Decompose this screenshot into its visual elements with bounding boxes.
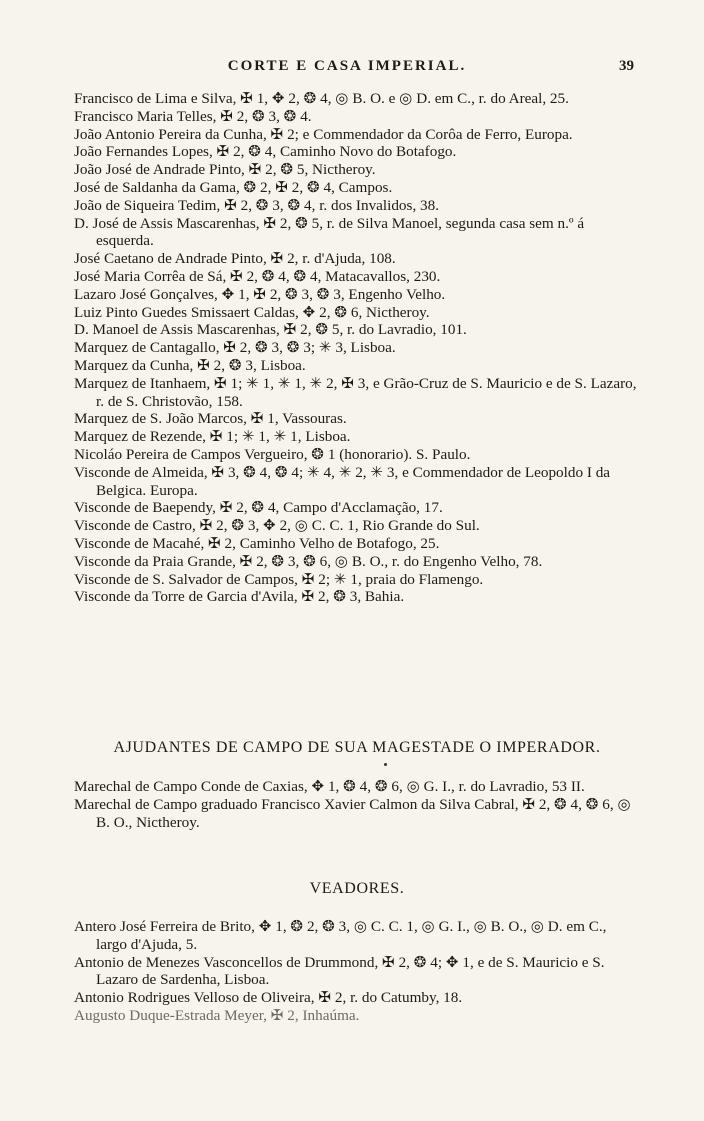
list-entry: Visconde de Almeida, ✠ 3, ❂ 4, ❂ 4; ✳ 4, ✳ 2, ✳ 3, e Commendador de Leopoldo I da Belgica. Europa. — [74, 463, 611, 499]
list-entry: Francisco de Lima e Silva, ✠ 1, ✥ 2, ❂ 4, ◎ B. O. e ◎ D. em C., r. do Areal, 25. — [74, 90, 569, 107]
list-entry: Marquez da Cunha, ✠ 2, ❂ 3, Lisboa. — [74, 356, 306, 374]
list-entry: Marquez de Cantagallo, ✠ 2, ❂ 3, ❂ 3; ✳ 3, Lisboa. — [74, 339, 396, 357]
list-entry: Marechal de Campo graduado Francisco Xavier Calmon da Silva Cabral, ✠ 2, ❂ 4, ❂ 6, ◎ B. O., Nictheroy. — [74, 795, 631, 831]
list-entry: José Caetano de Andrade Pinto, ✠ 2, r. d'Ajuda, 108. — [74, 250, 396, 268]
list-entry: Antero José Ferreira de Brito, ✥ 1, ❂ 2, ❂ 3, ◎ C. C. 1, ◎ G. I., ◎ B. O., ◎ D. em C., largo d'Ajuda, 5. — [74, 918, 607, 953]
list-entry: João José de Andrade Pinto, ✠ 2, ❂ 5, Nictheroy. — [74, 161, 376, 179]
section-heading-veadores: VEADORES. — [309, 880, 405, 897]
list-entry: Visconde de Macahé, ✠ 2, Caminho Velho de Botafogo, 25. — [74, 534, 440, 552]
list-entry: Marechal de Campo Conde de Caxias, ✥ 1, ❂ 4, ❂ 6, ◎ G. I., r. do Lavradio, 53 II. — [74, 778, 585, 795]
list-entry: Lazaro José Gonçalves, ✥ 1, ✠ 2, ❂ 3, ❂ 3, Engenho Velho. — [74, 285, 446, 303]
list-entry: Visconde de Baependy, ✠ 2, ❂ 4, Campo d'Acclamação, 17. — [74, 499, 443, 517]
page-header-title: CORTE E CASA IMPERIAL. — [227, 58, 467, 74]
list-entry: Antonio de Menezes Vasconcellos de Drummond, ✠ 2, ❂ 4; ✥ 1, e de S. Mauricio e S. Lazaro de Sardenha, Lisboa. — [74, 953, 605, 989]
list-entry: Marquez de Itanhaem, ✠ 1; ✳ 1, ✳ 1, ✳ 2, ✠ 3, e Grão-Cruz de S. Mauricio e de S. Lazaro, r. de S. Christovão, 158. — [74, 374, 637, 410]
list-entry: João Fernandes Lopes, ✠ 2, ❂ 4, Caminho Novo do Botafogo. — [74, 143, 457, 161]
list-entry: João de Siqueira Tedim, ✠ 2, ❂ 3, ❂ 4, r. dos Invalidos, 38. — [74, 196, 440, 214]
list-entry: D. José de Assis Mascarenhas, ✠ 2, ❂ 5, r. de Silva Manoel, segunda casa sem n.º á esquerda. — [74, 214, 585, 250]
list-entry: Antonio Rodrigues Velloso de Oliveira, ✠ 2, r. do Catumby, 18. — [74, 989, 463, 1007]
running-header — [80, 58, 634, 80]
list-entry: D. Manoel de Assis Mascarenhas, ✠ 2, ❂ 5, r. do Lavradio, 101. — [74, 321, 467, 339]
list-entry: Visconde da Torre de Garcia d'Avila, ✠ 2, ❂ 3, Bahia. — [74, 588, 405, 606]
entries-list-ajudantes — [74, 778, 640, 831]
list-entry: José Maria Corrêa de Sá, ✠ 2, ❂ 4, ❂ 4, Matacavallos, 230. — [74, 267, 441, 285]
entries-list-main — [74, 90, 640, 606]
entries-list-veadores — [74, 918, 640, 1025]
list-entry: José de Saldanha da Gama, ❂ 2, ✠ 2, ❂ 4, Campos. — [74, 178, 393, 196]
list-entry: João Antonio Pereira da Cunha, ✠ 2; e Commendador da Corôa de Ferro, Europa. — [74, 125, 573, 143]
section-heading-ajudantes: AJUDANTES DE CAMPO DE SUA MAGESTADE O IMPERADOR. — [113, 739, 601, 756]
list-entry: Marquez de S. João Marcos, ✠ 1, Vassouras. — [74, 410, 347, 428]
list-entry: Visconde de S. Salvador de Campos, ✠ 2; ✳ 1, praia do Flamengo. — [74, 570, 484, 588]
list-entry: Nicoláo Pereira de Campos Vergueiro, ❂ 1 (honorario). S. Paulo. — [74, 445, 471, 463]
list-entry: Luiz Pinto Guedes Smissaert Caldas, ✥ 2, ❂ 6, Nictheroy. — [74, 303, 430, 321]
list-entry: Visconde da Praia Grande, ✠ 2, ❂ 3, ❂ 6, ◎ B. O., r. do Engenho Velho, 78. — [74, 552, 543, 570]
list-entry: Visconde de Castro, ✠ 2, ❂ 3, ✥ 2, ◎ C. C. 1, Rio Grande do Sul. — [74, 517, 480, 535]
page-number: 39 — [619, 58, 634, 74]
list-entry: Francisco Maria Telles, ✠ 2, ❂ 3, ❂ 4. — [74, 107, 312, 125]
heading-ornament-dot — [384, 763, 387, 766]
list-entry: Augusto Duque-Estrada Meyer, ✠ 2, Inhaúma. — [74, 1006, 360, 1024]
list-entry: Marquez de Rezende, ✠ 1; ✳ 1, ✳ 1, Lisboa. — [74, 428, 351, 446]
